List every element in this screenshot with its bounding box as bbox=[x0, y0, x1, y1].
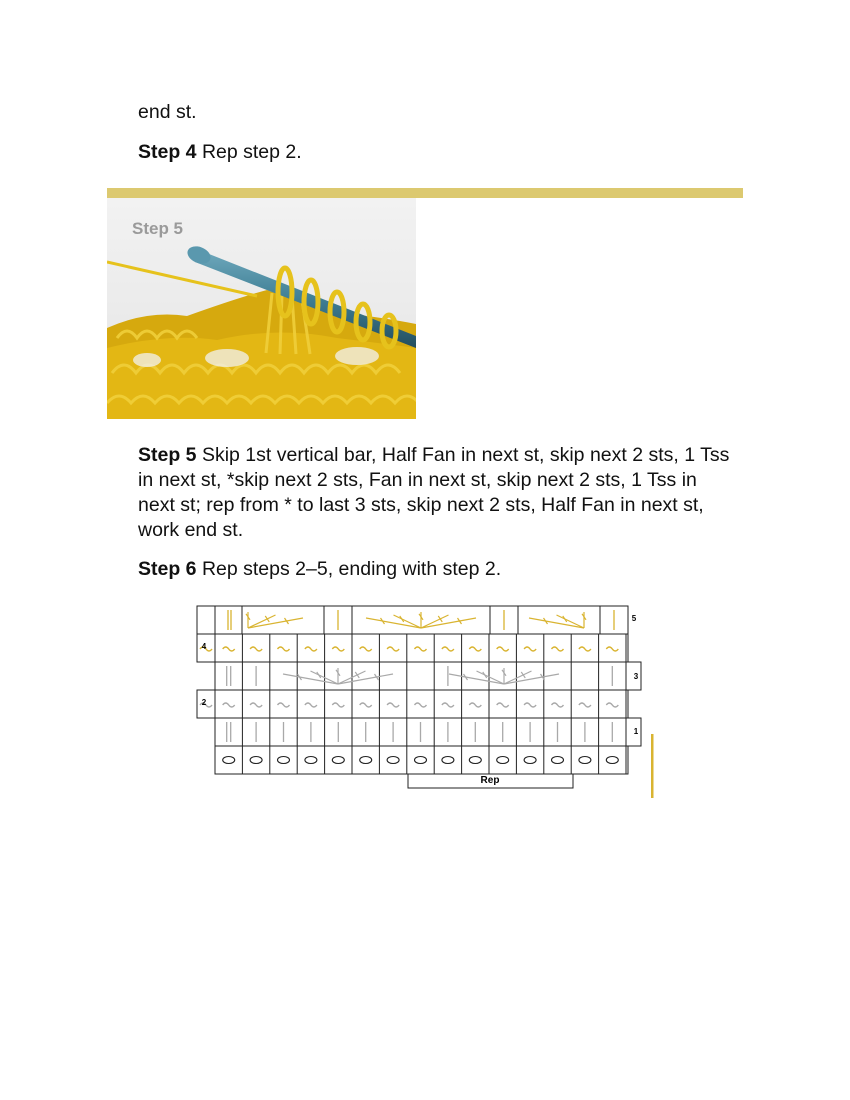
chart-row-0 bbox=[197, 606, 628, 634]
chain-symbol bbox=[278, 757, 290, 764]
chain-symbol bbox=[415, 757, 427, 764]
fan-symbol bbox=[366, 612, 476, 628]
return-symbol bbox=[552, 647, 564, 651]
return-symbol bbox=[579, 647, 591, 651]
chart-row-1 bbox=[197, 634, 628, 662]
return-symbol bbox=[360, 703, 372, 707]
return-symbol bbox=[278, 647, 290, 651]
half-fan-symbol bbox=[529, 612, 586, 628]
return-symbol bbox=[415, 703, 427, 707]
row-number-5: 5 bbox=[631, 614, 637, 623]
row-number-2: 2 bbox=[201, 698, 207, 707]
chain-symbol bbox=[497, 757, 509, 764]
chain-symbol bbox=[332, 757, 344, 764]
paragraph-step-6 bbox=[138, 557, 738, 582]
chain-symbol bbox=[223, 757, 235, 764]
chain-symbol bbox=[606, 757, 618, 764]
row-number-4: 4 bbox=[201, 642, 207, 651]
row-number-1: 1 bbox=[633, 727, 639, 736]
return-symbol bbox=[469, 703, 481, 707]
step-5-text: Skip 1st vertical bar, Half Fan in next st, skip next 2 sts, 1 Tss in next st, *skip next 2 sts, Fan in next st, skip next 2 sts, 1 Tss in next st; rep from * to last 3 sts, skip next 2 sts, Half Fan in next st, work end st. bbox=[138, 444, 730, 541]
step-4-text: Rep step 2. bbox=[196, 141, 302, 163]
return-symbol bbox=[606, 703, 618, 707]
fan-symbol bbox=[449, 668, 559, 684]
step-5-photo bbox=[107, 198, 416, 419]
paragraph-end-fragment bbox=[138, 100, 738, 125]
section-divider bbox=[107, 188, 743, 198]
paragraph-step-4 bbox=[138, 140, 738, 165]
return-symbol bbox=[223, 703, 235, 707]
return-symbol bbox=[305, 703, 317, 707]
chart-row-2 bbox=[215, 662, 641, 690]
return-symbol bbox=[332, 647, 344, 651]
return-symbol bbox=[606, 647, 618, 651]
return-symbol bbox=[360, 647, 372, 651]
return-symbol bbox=[415, 647, 427, 651]
return-symbol bbox=[442, 703, 454, 707]
chain-symbol bbox=[442, 757, 454, 764]
step-6-label: Step 6 bbox=[138, 558, 197, 580]
return-symbol bbox=[442, 647, 454, 651]
end-fragment-text: end st. bbox=[138, 101, 197, 123]
return-symbol bbox=[387, 703, 399, 707]
return-symbol bbox=[524, 647, 536, 651]
chain-symbol bbox=[469, 757, 481, 764]
return-symbol bbox=[497, 703, 509, 707]
return-symbol bbox=[305, 647, 317, 651]
return-symbol bbox=[579, 703, 591, 707]
return-symbol bbox=[552, 703, 564, 707]
half-fan-symbol bbox=[246, 612, 303, 628]
chart-row-3 bbox=[197, 690, 628, 718]
step-4-label: Step 4 bbox=[138, 141, 197, 163]
return-symbol bbox=[387, 647, 399, 651]
chain-symbol bbox=[360, 757, 372, 764]
return-symbol bbox=[469, 647, 481, 651]
chain-symbol bbox=[552, 757, 564, 764]
chain-symbol bbox=[579, 757, 591, 764]
margin-marker bbox=[651, 734, 654, 798]
chain-symbol bbox=[387, 757, 399, 764]
row-number-3: 3 bbox=[633, 672, 639, 681]
photo-caption: Step 5 bbox=[132, 219, 184, 238]
stitch-chart bbox=[190, 600, 660, 805]
chain-symbol bbox=[305, 757, 317, 764]
return-symbol bbox=[497, 647, 509, 651]
paragraph-step-5 bbox=[138, 443, 738, 543]
return-symbol bbox=[524, 703, 536, 707]
return-symbol bbox=[223, 647, 235, 651]
rep-label: Rep bbox=[480, 775, 500, 786]
fan-symbol bbox=[283, 668, 393, 684]
chart-row-4 bbox=[215, 718, 641, 746]
chain-symbol bbox=[524, 757, 536, 764]
chain-symbol bbox=[250, 757, 262, 764]
step-6-text: Rep steps 2–5, ending with step 2. bbox=[196, 558, 502, 580]
return-symbol bbox=[332, 703, 344, 707]
return-symbol bbox=[250, 703, 262, 707]
return-symbol bbox=[250, 647, 262, 651]
step-5-label: Step 5 bbox=[138, 444, 197, 466]
return-symbol bbox=[278, 703, 290, 707]
